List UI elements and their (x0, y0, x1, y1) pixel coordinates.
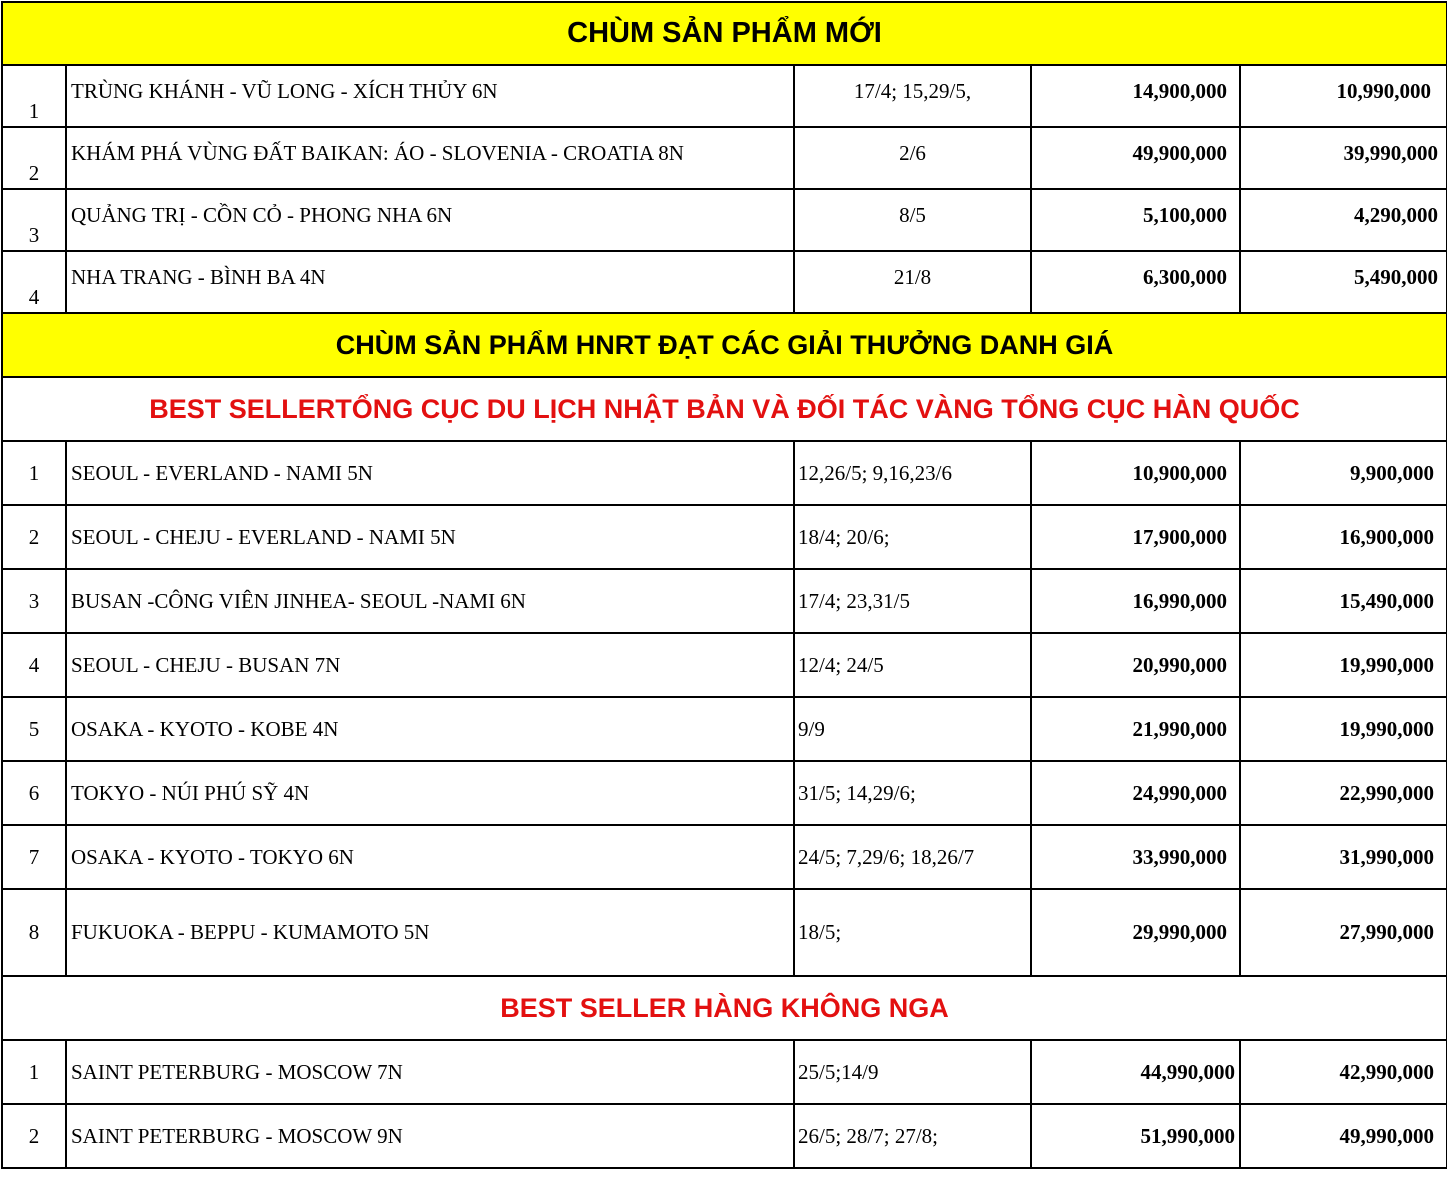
tour-name: TRÙNG KHÁNH - VŨ LONG - XÍCH THỦY 6N (66, 65, 794, 127)
list-price: 44,990,000 (1031, 1040, 1240, 1104)
section-title: BEST SELLERTỔNG CỤC DU LỊCH NHẬT BẢN VÀ ĐỐI TÁC VÀNG TỔNG CỤC HÀN QUỐC (2, 377, 1447, 441)
table-row (2, 825, 1447, 889)
row-number: 6 (2, 761, 66, 825)
tour-name: OSAKA - KYOTO - TOKYO 6N (66, 825, 794, 889)
tour-name: OSAKA - KYOTO - KOBE 4N (66, 697, 794, 761)
promo-price: 19,990,000 (1240, 697, 1447, 761)
list-price: 14,900,000 (1031, 65, 1240, 127)
list-price: 17,900,000 (1031, 505, 1240, 569)
departure-dates: 31/5; 14,29/6; (794, 761, 1031, 825)
table-row (2, 633, 1447, 697)
promo-price: 5,490,000 (1240, 251, 1447, 313)
promo-price: 16,900,000 (1240, 505, 1447, 569)
departure-dates: 21/8 (794, 251, 1031, 313)
tour-price-table (1, 1, 1447, 1169)
promo-price: 10,990,000 (1240, 65, 1447, 127)
list-price: 49,900,000 (1031, 127, 1240, 189)
section-header-russia (2, 976, 1447, 1040)
promo-price: 15,490,000 (1240, 569, 1447, 633)
departure-dates: 18/5; (794, 889, 1031, 976)
section-header-japan-korea (2, 377, 1447, 441)
row-number: 2 (2, 127, 66, 189)
row-number: 2 (2, 505, 66, 569)
list-price: 5,100,000 (1031, 189, 1240, 251)
list-price: 10,900,000 (1031, 441, 1240, 505)
row-number: 1 (2, 1040, 66, 1104)
row-number: 8 (2, 889, 66, 976)
list-price: 20,990,000 (1031, 633, 1240, 697)
row-number: 3 (2, 569, 66, 633)
promo-price: 49,990,000 (1240, 1104, 1447, 1168)
tour-name: FUKUOKA - BEPPU - KUMAMOTO 5N (66, 889, 794, 976)
promo-price: 22,990,000 (1240, 761, 1447, 825)
departure-dates: 8/5 (794, 189, 1031, 251)
tour-name: TOKYO - NÚI PHÚ SỸ 4N (66, 761, 794, 825)
promo-price: 19,990,000 (1240, 633, 1447, 697)
table-row (2, 127, 1447, 189)
row-number: 1 (2, 65, 66, 127)
section-header-awards (2, 313, 1447, 377)
table-row (2, 65, 1447, 127)
tour-name: QUẢNG TRỊ - CỒN CỎ - PHONG NHA 6N (66, 189, 794, 251)
tour-name: KHÁM PHÁ VÙNG ĐẤT BAIKAN: ÁO - SLOVENIA - CROATIA 8N (66, 127, 794, 189)
promo-price: 31,990,000 (1240, 825, 1447, 889)
departure-dates: 25/5;14/9 (794, 1040, 1031, 1104)
table-row (2, 569, 1447, 633)
departure-dates: 24/5; 7,29/6; 18,26/7 (794, 825, 1031, 889)
tour-name: SEOUL - CHEJU - EVERLAND - NAMI 5N (66, 505, 794, 569)
row-number: 4 (2, 633, 66, 697)
departure-dates: 2/6 (794, 127, 1031, 189)
tour-name: NHA TRANG - BÌNH BA 4N (66, 251, 794, 313)
row-number: 5 (2, 697, 66, 761)
table-row (2, 889, 1447, 976)
departure-dates: 26/5; 28/7; 27/8; (794, 1104, 1031, 1168)
row-number: 1 (2, 441, 66, 505)
table-row (2, 1040, 1447, 1104)
section-header-new-products (2, 2, 1447, 65)
list-price: 16,990,000 (1031, 569, 1240, 633)
table-row (2, 441, 1447, 505)
tour-name: SAINT PETERBURG - MOSCOW 9N (66, 1104, 794, 1168)
list-price: 33,990,000 (1031, 825, 1240, 889)
departure-dates: 17/4; 15,29/5, (794, 65, 1031, 127)
row-number: 7 (2, 825, 66, 889)
section-title: CHÙM SẢN PHẨM HNRT ĐẠT CÁC GIẢI THƯỞNG DANH GIÁ (2, 313, 1447, 377)
list-price: 29,990,000 (1031, 889, 1240, 976)
list-price: 6,300,000 (1031, 251, 1240, 313)
section-title: BEST SELLER HÀNG KHÔNG NGA (2, 976, 1447, 1040)
promo-price: 9,900,000 (1240, 441, 1447, 505)
row-number: 2 (2, 1104, 66, 1168)
tour-name: SEOUL - EVERLAND - NAMI 5N (66, 441, 794, 505)
departure-dates: 18/4; 20/6; (794, 505, 1031, 569)
list-price: 51,990,000 (1031, 1104, 1240, 1168)
departure-dates: 12,26/5; 9,16,23/6 (794, 441, 1031, 505)
list-price: 21,990,000 (1031, 697, 1240, 761)
departure-dates: 9/9 (794, 697, 1031, 761)
table-row (2, 761, 1447, 825)
promo-price: 4,290,000 (1240, 189, 1447, 251)
table-row (2, 1104, 1447, 1168)
departure-dates: 17/4; 23,31/5 (794, 569, 1031, 633)
section-title: CHÙM SẢN PHẨM MỚI (2, 2, 1447, 65)
promo-price: 27,990,000 (1240, 889, 1447, 976)
table-row (2, 251, 1447, 313)
tour-name: SAINT PETERBURG - MOSCOW 7N (66, 1040, 794, 1104)
list-price: 24,990,000 (1031, 761, 1240, 825)
tour-name: BUSAN -CÔNG VIÊN JINHEA- SEOUL -NAMI 6N (66, 569, 794, 633)
row-number: 3 (2, 189, 66, 251)
promo-price: 42,990,000 (1240, 1040, 1447, 1104)
departure-dates: 12/4; 24/5 (794, 633, 1031, 697)
table-row (2, 189, 1447, 251)
table-row (2, 505, 1447, 569)
table-row (2, 697, 1447, 761)
promo-price: 39,990,000 (1240, 127, 1447, 189)
tour-name: SEOUL - CHEJU - BUSAN 7N (66, 633, 794, 697)
row-number: 4 (2, 251, 66, 313)
